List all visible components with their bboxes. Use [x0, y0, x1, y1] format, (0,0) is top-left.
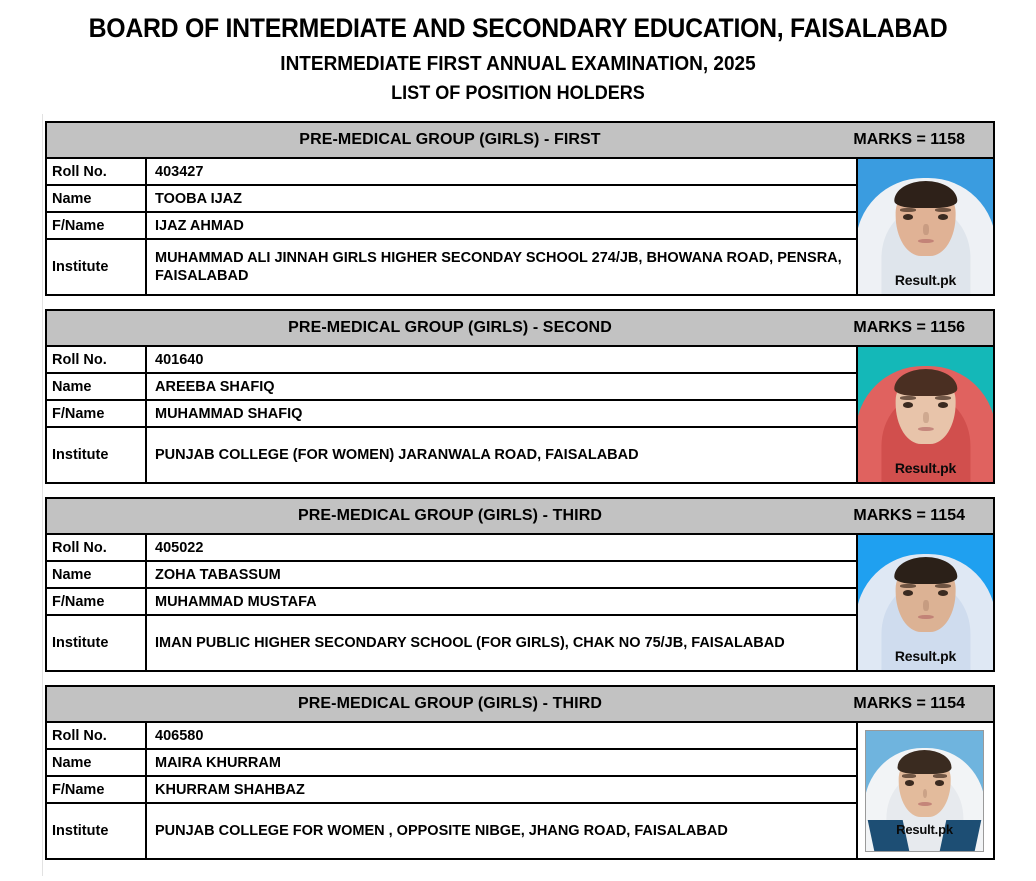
- table-row: [47, 777, 856, 804]
- table-row: [47, 213, 856, 240]
- name-value: MAIRA KHURRAM: [155, 754, 281, 771]
- card-header: [47, 499, 993, 535]
- candidate-photo-maira-khurram: [865, 730, 984, 852]
- roll-no-value: 403427: [155, 163, 204, 180]
- page-title: BOARD OF INTERMEDIATE AND SECONDARY EDUCATION, FAISALABAD: [88, 13, 948, 43]
- institute-value: IMAN PUBLIC HIGHER SECONDARY SCHOOL (FOR GIRLS), CHAK NO 75/JB, FAISALABAD: [155, 635, 785, 651]
- position-holders-list: [45, 121, 995, 873]
- candidate-details-table: [47, 159, 858, 294]
- institute-label: Institute: [47, 804, 147, 858]
- page-left-rule: [42, 114, 43, 876]
- result-pk-watermark: Result.pk: [894, 460, 957, 476]
- candidate-photo-cell: [858, 347, 993, 482]
- result-pk-watermark: Result.pk: [894, 272, 957, 288]
- card-header: [47, 311, 993, 347]
- marks-value: MARKS = 1156: [853, 319, 965, 336]
- roll-no-value: 405022: [155, 539, 204, 556]
- list-subtitle: LIST OF POSITION HOLDERS: [391, 83, 645, 104]
- candidate-photo-zoha-tabassum: [858, 535, 993, 670]
- group-title: PRE-MEDICAL GROUP (GIRLS) - SECOND: [288, 319, 612, 336]
- position-holder-card: [45, 685, 995, 860]
- page-header: [0, 0, 1036, 107]
- father-name-value: MUHAMMAD SHAFIQ: [155, 405, 303, 422]
- table-row: [47, 804, 856, 858]
- result-pk-watermark: Result.pk: [896, 822, 953, 837]
- name-label: Name: [47, 750, 147, 775]
- group-title: PRE-MEDICAL GROUP (GIRLS) - THIRD: [297, 695, 603, 712]
- table-row: [47, 401, 856, 428]
- table-row: [47, 159, 856, 186]
- table-row: [47, 374, 856, 401]
- table-row: [47, 750, 856, 777]
- table-row: [47, 240, 856, 294]
- card-body: [47, 535, 993, 670]
- candidate-photo-cell: [858, 723, 993, 858]
- position-holder-card: [45, 309, 995, 484]
- group-title: PRE-MEDICAL GROUP (GIRLS) - THIRD: [297, 507, 603, 524]
- table-row: [47, 562, 856, 589]
- candidate-details-table: [47, 723, 858, 858]
- result-pk-watermark: Result.pk: [894, 648, 957, 664]
- name-value: AREEBA SHAFIQ: [155, 378, 275, 395]
- institute-value: MUHAMMAD ALI JINNAH GIRLS HIGHER SECONDAY SCHOOL 274/JB, BHOWANA ROAD, PENSRA, FAISALABAD: [155, 250, 842, 284]
- father-name-label: F/Name: [47, 401, 147, 426]
- table-row: [47, 535, 856, 562]
- marks-value: MARKS = 1154: [853, 507, 965, 524]
- candidate-details-table: [47, 347, 858, 482]
- candidate-photo-areeba-shafiq: [858, 347, 993, 482]
- position-holder-card: [45, 497, 995, 672]
- roll-no-label: Roll No.: [47, 535, 147, 560]
- name-value: ZOHA TABASSUM: [155, 566, 281, 583]
- table-row: [47, 428, 856, 482]
- institute-label: Institute: [47, 240, 147, 294]
- position-holder-card: [45, 121, 995, 296]
- exam-subtitle: INTERMEDIATE FIRST ANNUAL EXAMINATION, 2025: [280, 53, 756, 75]
- name-label: Name: [47, 562, 147, 587]
- card-header: [47, 687, 993, 723]
- group-title: PRE-MEDICAL GROUP (GIRLS) - FIRST: [299, 131, 601, 148]
- father-name-label: F/Name: [47, 589, 147, 614]
- card-header: [47, 123, 993, 159]
- candidate-photo-tooba-ijaz: [858, 159, 993, 294]
- table-row: [47, 186, 856, 213]
- candidate-photo-cell: [858, 159, 993, 294]
- father-name-value: KHURRAM SHAHBAZ: [155, 781, 305, 798]
- roll-no-value: 406580: [155, 727, 204, 744]
- father-name-value: MUHAMMAD MUSTAFA: [155, 593, 317, 610]
- table-row: [47, 723, 856, 750]
- card-body: [47, 347, 993, 482]
- table-row: [47, 347, 856, 374]
- name-value: TOOBA IJAZ: [155, 190, 243, 207]
- marks-value: MARKS = 1158: [853, 131, 965, 148]
- name-label: Name: [47, 186, 147, 211]
- father-name-label: F/Name: [47, 777, 147, 802]
- institute-label: Institute: [47, 428, 147, 482]
- card-body: [47, 723, 993, 858]
- father-name-label: F/Name: [47, 213, 147, 238]
- card-body: [47, 159, 993, 294]
- table-row: [47, 616, 856, 670]
- marks-value: MARKS = 1154: [853, 695, 965, 712]
- roll-no-label: Roll No.: [47, 347, 147, 372]
- institute-label: Institute: [47, 616, 147, 670]
- name-label: Name: [47, 374, 147, 399]
- institute-value: PUNJAB COLLEGE (FOR WOMEN) JARANWALA ROAD, FAISALABAD: [155, 447, 639, 463]
- institute-value: PUNJAB COLLEGE FOR WOMEN , OPPOSITE NIBGE, JHANG ROAD, FAISALABAD: [155, 823, 728, 839]
- candidate-details-table: [47, 535, 858, 670]
- roll-no-value: 401640: [155, 351, 204, 368]
- father-name-value: IJAZ AHMAD: [155, 217, 244, 234]
- roll-no-label: Roll No.: [47, 723, 147, 748]
- table-row: [47, 589, 856, 616]
- roll-no-label: Roll No.: [47, 159, 147, 184]
- candidate-photo-cell: [858, 535, 993, 670]
